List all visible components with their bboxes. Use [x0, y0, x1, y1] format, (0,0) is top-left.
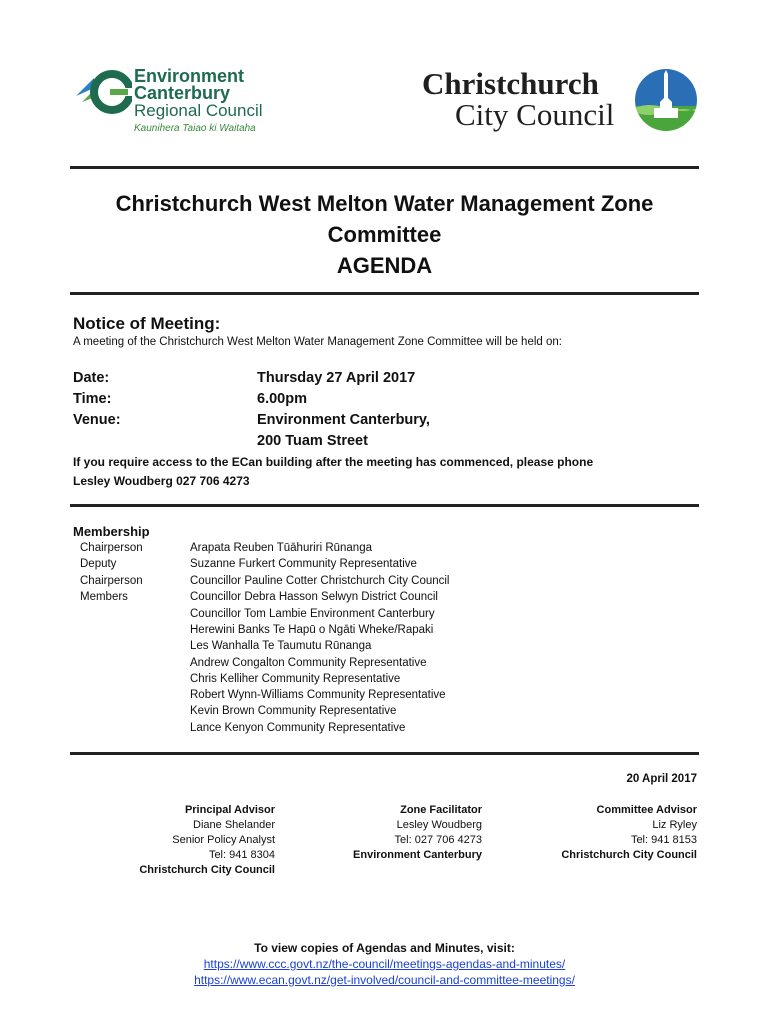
time-value: 6.00pm [257, 391, 307, 407]
divider-title [70, 292, 699, 295]
access-line-1: If you require access to the ECan building after the meeting has commenced, please phone [73, 455, 594, 469]
ecan-logo-tagline: Kaunihera Taiao ki Waitaha [134, 123, 256, 134]
committee-advisor-tel: Tel: 941 8153 [630, 834, 697, 846]
date-value: Thursday 27 April 2017 [257, 370, 416, 386]
time-label: Time: [73, 391, 112, 407]
visit-section [70, 940, 699, 988]
membership-heading: Membership [73, 524, 150, 539]
zone-facilitator-tel: Tel: 027 706 4273 [394, 834, 482, 846]
visit-heading: To view copies of Agendas and Minutes, visit: [254, 941, 515, 955]
principal-advisor-tel: Tel: 941 8304 [208, 849, 275, 861]
venue-label: Venue: [73, 412, 121, 428]
date-label: Date: [73, 370, 110, 386]
committee-advisor-org: Christchurch City Council [561, 849, 697, 861]
ecan-logo-line3: Regional Council [134, 101, 263, 120]
member-name: Herewini Banks Te Hapū o Ngāti Wheke/Rapaki [190, 624, 434, 636]
role-chairperson: Chairperson [80, 542, 143, 554]
notice-heading: Notice of Meeting: [73, 314, 221, 333]
ecan-logo [72, 66, 282, 136]
committee-advisor-name: Liz Ryley [652, 819, 697, 831]
agenda-title [70, 188, 699, 281]
ecan-logo-line2: Canterbury [134, 83, 231, 103]
member-name: Councillor Tom Lambie Environment Canterbury [190, 608, 435, 620]
role-deputy-chairperson: Chairperson [80, 575, 143, 587]
zone-facilitator-name: Lesley Woudberg [396, 819, 482, 831]
ccc-logo [422, 68, 702, 132]
member-name: Robert Wynn-Williams Community Representative [190, 689, 446, 701]
agenda-date: 20 April 2017 [626, 773, 697, 785]
notice-text: A meeting of the Christchurch West Melton Water Management Zone Committee will be held on: [73, 336, 562, 348]
ecan-logo-line1: Environment [134, 66, 245, 86]
role-members: Members [80, 591, 128, 603]
ccc-logo-line1: Christchurch [422, 66, 599, 101]
member-name: Kevin Brown Community Representative [190, 705, 397, 717]
zone-facilitator-heading: Zone Facilitator [400, 804, 482, 816]
committee-advisor-contact [561, 803, 697, 863]
cathedral-emblem-icon [634, 68, 698, 132]
member-name: Arapata Reuben Tūāhuriri Rūnanga [190, 542, 372, 554]
member-name: Councillor Debra Hasson Selwyn District Council [190, 591, 438, 603]
principal-advisor-name: Diane Shelander [193, 819, 275, 831]
divider-top [70, 166, 699, 169]
principal-advisor-contact [139, 803, 275, 878]
venue-line-2: 200 Tuam Street [257, 433, 368, 449]
zone-facilitator-contact [353, 803, 482, 863]
divider-membership [70, 752, 699, 755]
member-name: Councillor Pauline Cotter Christchurch City Council [190, 575, 450, 587]
title-line-3: AGENDA [336, 253, 433, 278]
member-name: Lance Kenyon Community Representative [190, 722, 406, 734]
member-name: Andrew Congalton Community Representative [190, 657, 427, 669]
ccc-agendas-link[interactable]: https://www.ccc.govt.nz/the-council/meetings-agendas-and-minutes/ [203, 957, 566, 971]
principal-advisor-role: Senior Policy Analyst [172, 834, 275, 846]
principal-advisor-org: Christchurch City Council [139, 864, 275, 876]
member-name: Suzanne Furkert Community Representative [190, 558, 417, 570]
ecan-logo-mark-icon [72, 66, 132, 126]
committee-advisor-heading: Committee Advisor [596, 804, 697, 816]
role-deputy: Deputy [80, 558, 117, 570]
title-line-2: Committee [327, 222, 442, 247]
access-notice [73, 453, 693, 491]
venue-line-1: Environment Canterbury, [257, 412, 430, 428]
member-name: Chris Kelliher Community Representative [190, 673, 401, 685]
ccc-logo-line2: City Council [455, 97, 615, 132]
divider-access [70, 504, 699, 507]
principal-advisor-heading: Principal Advisor [184, 804, 275, 816]
zone-facilitator-org: Environment Canterbury [353, 849, 482, 861]
title-line-1: Christchurch West Melton Water Management Zone [115, 191, 654, 216]
access-line-2: Lesley Woudberg 027 706 4273 [73, 474, 250, 488]
ecan-meetings-link[interactable]: https://www.ecan.govt.nz/get-involved/council-and-committee-meetings/ [194, 973, 575, 987]
member-name: Les Wanhalla Te Taumutu Rūnanga [190, 640, 372, 652]
